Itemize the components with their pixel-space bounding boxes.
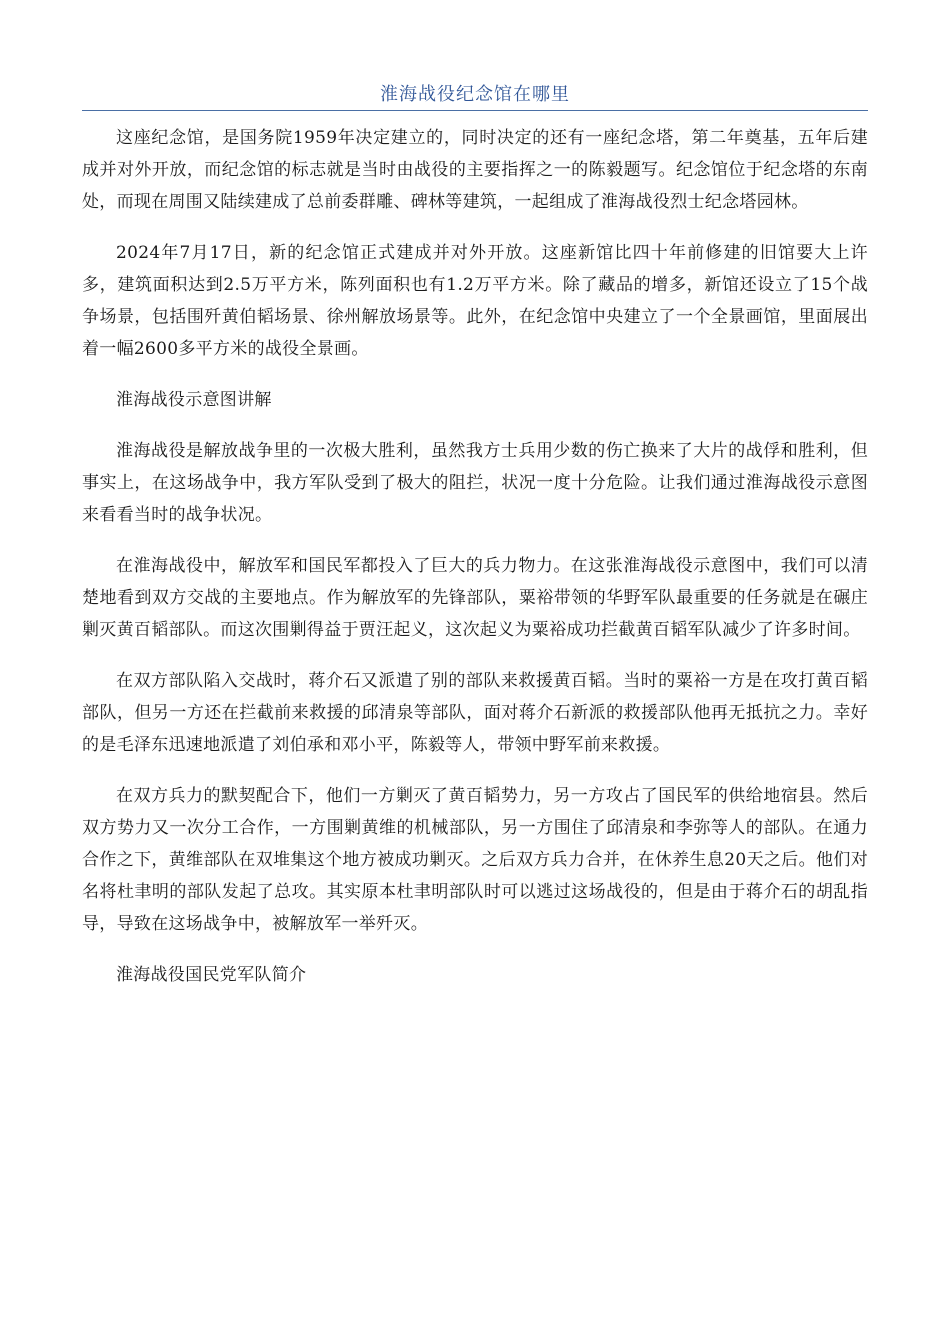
- section-heading-kmt-army: 淮海战役国民党军队简介: [116, 965, 307, 985]
- section-heading-map-explanation: 淮海战役示意图讲解: [116, 390, 272, 410]
- paragraph-final-assault: 在双方兵力的默契配合下，他们一方剿灭了黄百韬势力，另一方攻占了国民军的供给地宿县。然后双方势力又一次分工合作，一方围剿黄维的机械部队，另一方围住了邱清泉和李弥等人的部队。在通力合作之下，黄维部队在双堆集这个地方被成功剿灭。之后双方兵力合并，在休养生息20天之后。他们对名将杜聿明的部队发起了总攻。其实原本杜聿明部队时可以逃过这场战役的，但是由于蒋介石的胡乱指导，导致在这场战争中，被解放军一举歼灭。: [82, 786, 868, 934]
- paragraph-reinforcements: 在双方部队陷入交战时，蒋介石又派遣了别的部队来救援黄百韬。当时的粟裕一方是在攻打黄百韬部队，但另一方还在拦截前来救援的邱清泉等部队，面对蒋介石新派的救援部队他再无抵抗之力。幸好的是毛泽东迅速地派遣了刘伯承和邓小平，陈毅等人，带领中野军前来救援。: [82, 671, 868, 755]
- page-title: 淮海战役纪念馆在哪里: [380, 84, 570, 105]
- paragraph-battle-forces: 在淮海战役中，解放军和国民军都投入了巨大的兵力物力。在这张淮海战役示意图中，我们可以清楚地看到双方交战的主要地点。作为解放军的先锋部队，粟裕带领的华野军队最重要的任务就是在碾庄剿灭黄百韬部队。而这次围剿得益于贾汪起义，这次起义为粟裕成功拦截黄百韬军队减少了许多时间。: [82, 556, 868, 640]
- paragraph-battle-overview: 淮海战役是解放战争里的一次极大胜利，虽然我方士兵用少数的伤亡换来了大片的战俘和胜利，但事实上，在这场战争中，我方军队受到了极大的阻拦，状况一度十分危险。让我们通过淮海战役示意图来看看当时的战争状况。: [82, 441, 868, 525]
- paragraph-memorial-history: 这座纪念馆，是国务院1959年决定建立的，同时决定的还有一座纪念塔，第二年奠基，五年后建成并对外开放，而纪念馆的标志就是当时由战役的主要指挥之一的陈毅题写。纪念馆位于纪念塔的东南处，而现在周围又陆续建成了总前委群雕、碑林等建筑，一起组成了淮海战役烈士纪念塔园林。: [82, 128, 868, 212]
- paragraph-new-memorial: 2024年7月17日，新的纪念馆正式建成并对外开放。这座新馆比四十年前修建的旧馆要大上许多，建筑面积达到2.5万平方米，陈列面积也有1.2万平方米。除了藏品的增多，新馆还设立了15个战争场景，包括围歼黄伯韬场景、徐州解放场景等。此外，在纪念馆中央建立了一个全景画馆，里面展出着一幅2600多平方米的战役全景画。: [82, 243, 868, 359]
- page-header: [82, 82, 868, 111]
- article-body: [82, 122, 868, 1010]
